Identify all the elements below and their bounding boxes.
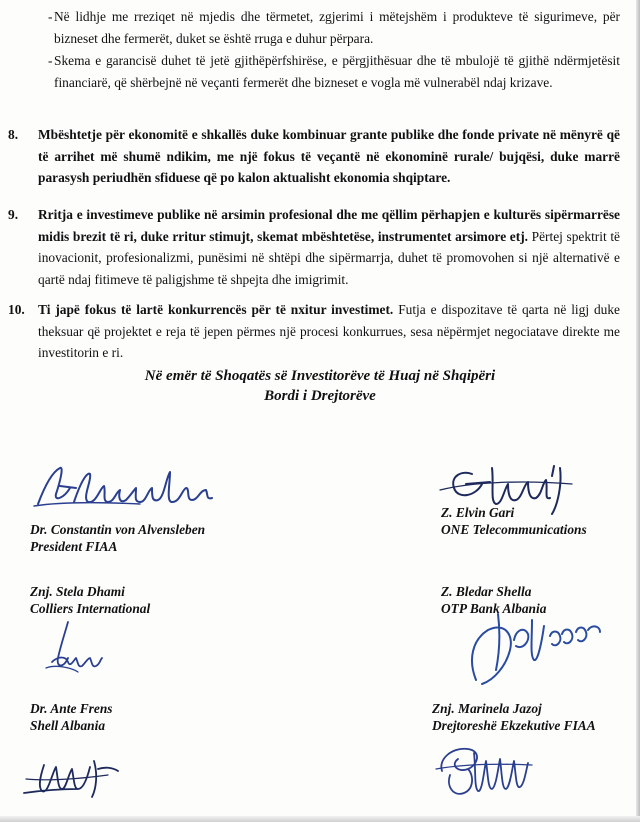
signatory-title: ONE Telecommunications [441,522,587,537]
item-bold-text: Rritja e investimeve publike në arsimin profesional dhe me qëllim përhapjen e kulturës sipërmarrëse midis brezit të ri, duke rritur stimujt, skemat mbështetëse, instrumentet arsimore etj. [38,207,620,244]
signatory-dhami [30,583,150,617]
bullet-dash: - [48,9,53,24]
signatory-title: Drejtoreshë Ekzekutive FIAA [432,718,596,733]
item-number: 8. [8,127,19,142]
signatory-title: Shell Albania [30,718,106,733]
signature-alvensleben [30,458,220,518]
bullet-text: Në lidhje me rreziqet në mjedis dhe tërmetet, zgjerimi i mëtejshëm i produkteve të sigurimeve, për bizneset dhe fermerët, duket se është rruga e duhur përpara. [54,9,620,46]
numbered-item-8 [8,124,620,189]
signatory-title: President FIAA [30,539,118,554]
bullet-paragraph-guarantee [48,50,620,93]
bullet-paragraph-insurance [48,6,620,49]
item-text: Përtej spektrit të inovacionit, profesionalizmi, punësimi në shtëpi dhe sipërmarrja, duhet të promovohen si një alternativë e qartë ndaj fitimeve të paligjshme të shpejta dhe imigrimit. [38,228,620,287]
item-bold-text: Ti japë fokus të lartë konkurrencës për të nxitur investimet. [38,302,394,317]
signatory-title: OTP Bank Albania [441,601,547,616]
item-number: 9. [8,207,19,222]
closing-line-board: Bordi i Drejtorëve [264,388,376,404]
bullet-dash: - [48,53,53,68]
signatory-name: Z. Bledar Shella [441,584,532,599]
signature-frens [18,745,128,805]
signatory-title: Colliers International [30,601,151,616]
item-text: Futja e dispozitave të qarta në ligj duke theksuar që projektet e reja të jepen përmes një procesi konkurrues, sesa nëpërmjet negociatave direkte me investitorin e ri. [38,302,620,360]
signatory-name: Z. Elvin Gari [441,505,515,520]
signatory-name: Znj. Marinela Jazoj [432,701,542,716]
signatory-gari [441,504,587,538]
signatory-name: Dr. Ante Frens [30,701,113,716]
page-bottom-edge [0,816,640,822]
numbered-item-10 [8,299,620,364]
signatory-alvensleben [30,521,205,555]
signature-shella [458,600,608,690]
bullet-text: Skema e garancisë duhet të jetë gjithëpërfshirëse, e përgjithësuar dhe të mbulojë të gjithë ndërmjetësit financiarë, që shërbejnë në veçanti fermerët dhe bizneset e vogla më vulnerabël ndaj krizave. [54,53,620,90]
item-bold-text: Mbështetje për ekonomitë e shkallës duke kombinuar grante publike dhe fonde private në mënyrë që të arrihet më shumë ndikim, me një fokus të veçantë në ekonominë rurale/ bujqësi, duke marrë parasysh periudhën sfiduese që po kalon aktualisht ekonomia shqiptare. [38,127,620,185]
signature-jazoj [428,735,538,805]
signatory-name: Dr. Constantin von Alvensleben [30,522,206,537]
signature-dhami [38,618,108,678]
signatory-name: Znj. Stela Dhami [30,584,125,599]
item-number: 10. [8,302,25,317]
signatory-jazoj [432,700,596,734]
closing-line-association: Në emër të Shoqatës së Investitorëve të Huaj në Shqipëri [144,368,496,384]
page-edge-shadow [636,0,640,822]
signatory-frens [30,700,112,734]
numbered-item-9 [8,204,620,290]
